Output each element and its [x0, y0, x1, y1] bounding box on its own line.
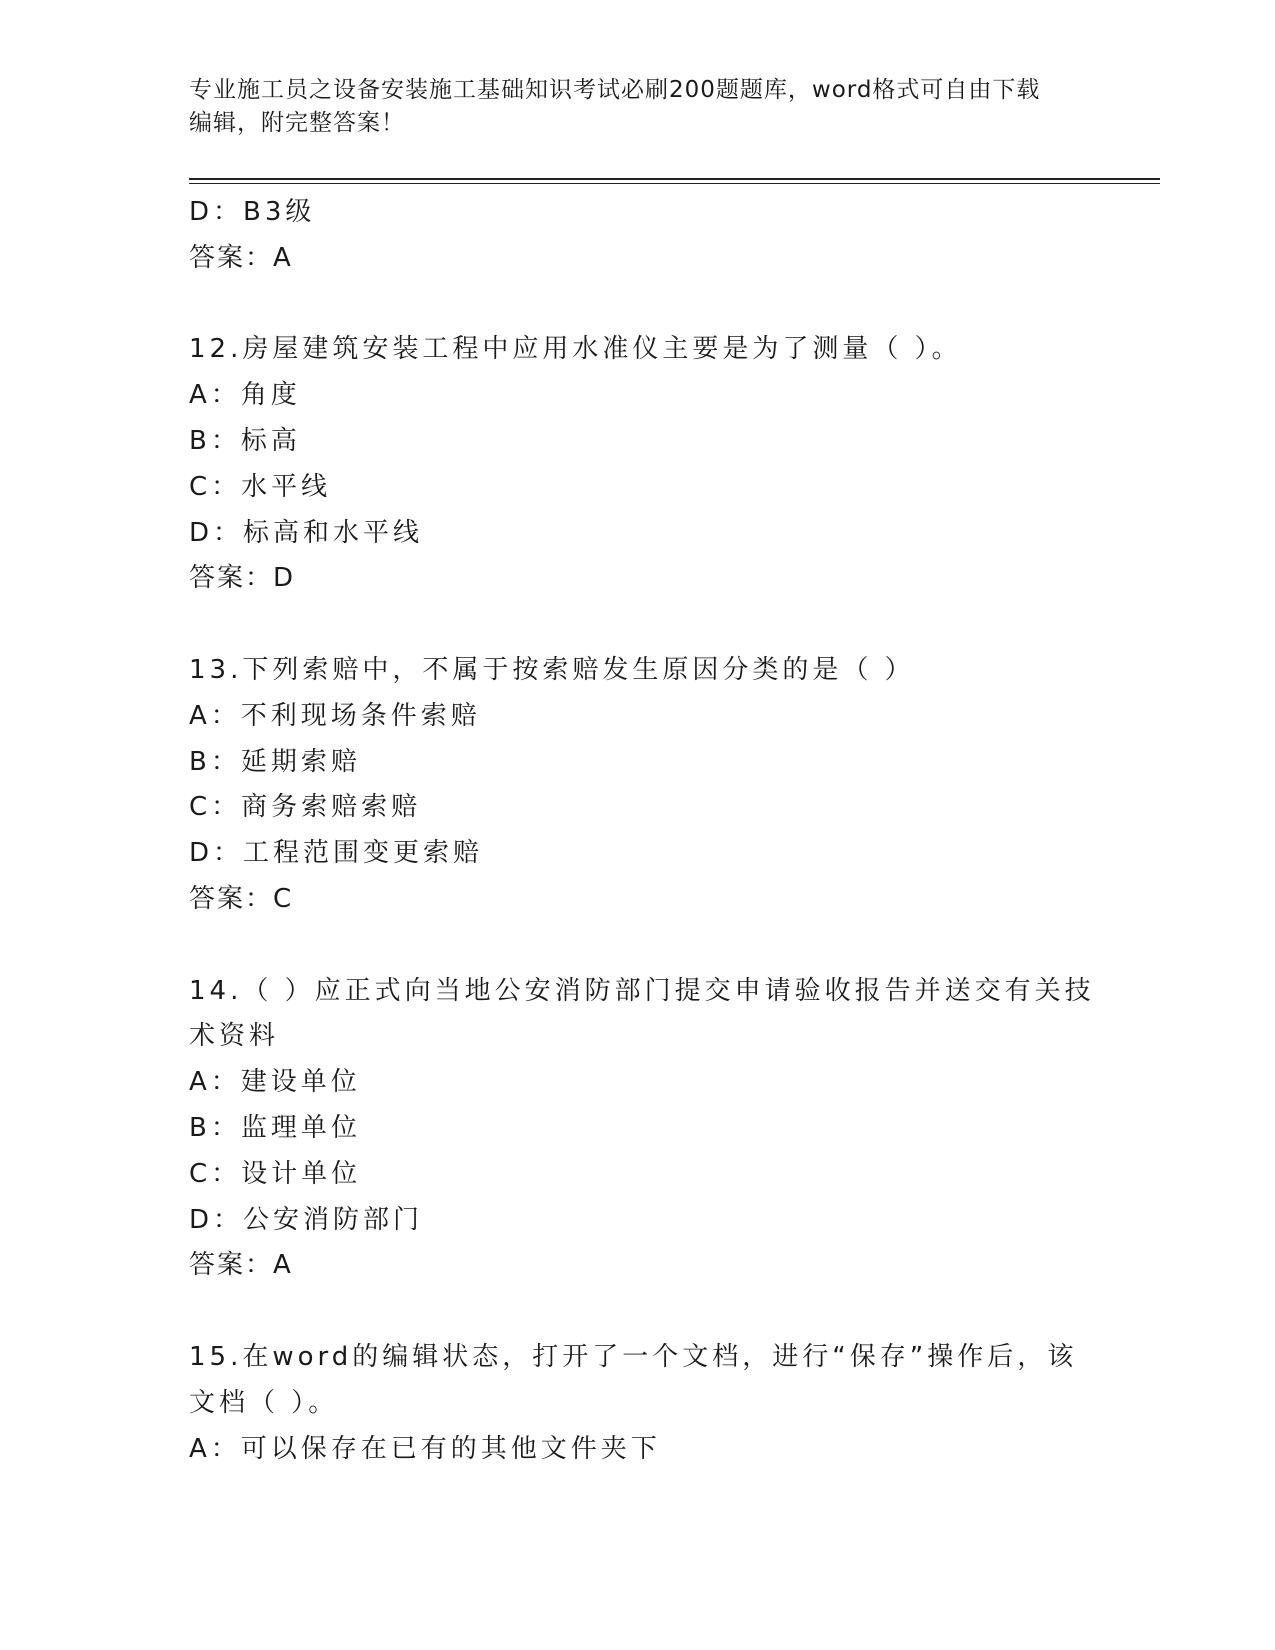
prev-option-d: D：B3级 — [189, 197, 316, 227]
option-c: C：水平线 — [189, 471, 332, 502]
option-a: A：角度 — [189, 380, 301, 411]
option-c: C：商务索赔索赔 — [189, 792, 422, 823]
option-d: D：公安消防部门 — [189, 1204, 424, 1235]
spacer — [189, 282, 1089, 328]
header-line-1: 专业施工员之设备安装施工基础知识考试必刷200题题库，word格式可自由下载 — [189, 77, 1041, 103]
question-14 — [189, 969, 1095, 1290]
option-b: B：延期索赔 — [189, 746, 361, 777]
question-stem-continued: 术资料 — [189, 1021, 280, 1052]
spacer — [189, 923, 1089, 969]
question-stem: 13.下列索赔中，不属于按索赔发生原因分类的是（ ） — [189, 654, 915, 685]
answer: 答案：C — [189, 883, 294, 914]
question-13 — [189, 648, 1089, 923]
question-stem-continued: 文档（ ）。 — [189, 1387, 339, 1418]
answer: 答案：D — [189, 563, 296, 594]
option-d: D：工程范围变更索赔 — [189, 838, 484, 869]
spacer — [189, 1289, 1089, 1335]
option-b: B：标高 — [189, 425, 301, 456]
question-stem: 14.（ ）应正式向当地公安消防部门提交申请验收报告并送交有关技 — [189, 975, 1095, 1006]
question-stem: 15.在word的编辑状态，打开了一个文档，进行“保存”操作后，该 — [189, 1341, 1078, 1372]
header-line-2: 编辑，附完整答案！ — [189, 110, 405, 136]
header-divider-thin — [189, 183, 1160, 184]
option-a: A：建设单位 — [189, 1067, 361, 1098]
question-12 — [189, 327, 1089, 602]
option-c: C：设计单位 — [189, 1158, 362, 1189]
option-d: D：标高和水平线 — [189, 517, 424, 548]
answer: 答案：A — [189, 1250, 293, 1281]
spacer — [189, 602, 1089, 648]
option-b: B：监理单位 — [189, 1112, 361, 1143]
option-a: A：可以保存在已有的其他文件夹下 — [189, 1433, 661, 1464]
question-stem: 12.房屋建筑安装工程中应用水准仪主要是为了测量（ ）。 — [189, 334, 962, 365]
header-divider — [189, 178, 1160, 180]
prev-answer: 答案：A — [189, 242, 293, 273]
page-header — [189, 74, 1089, 140]
option-a: A：不利现场条件索赔 — [189, 700, 481, 731]
question-list — [189, 190, 1095, 1472]
question-15 — [189, 1335, 1089, 1472]
